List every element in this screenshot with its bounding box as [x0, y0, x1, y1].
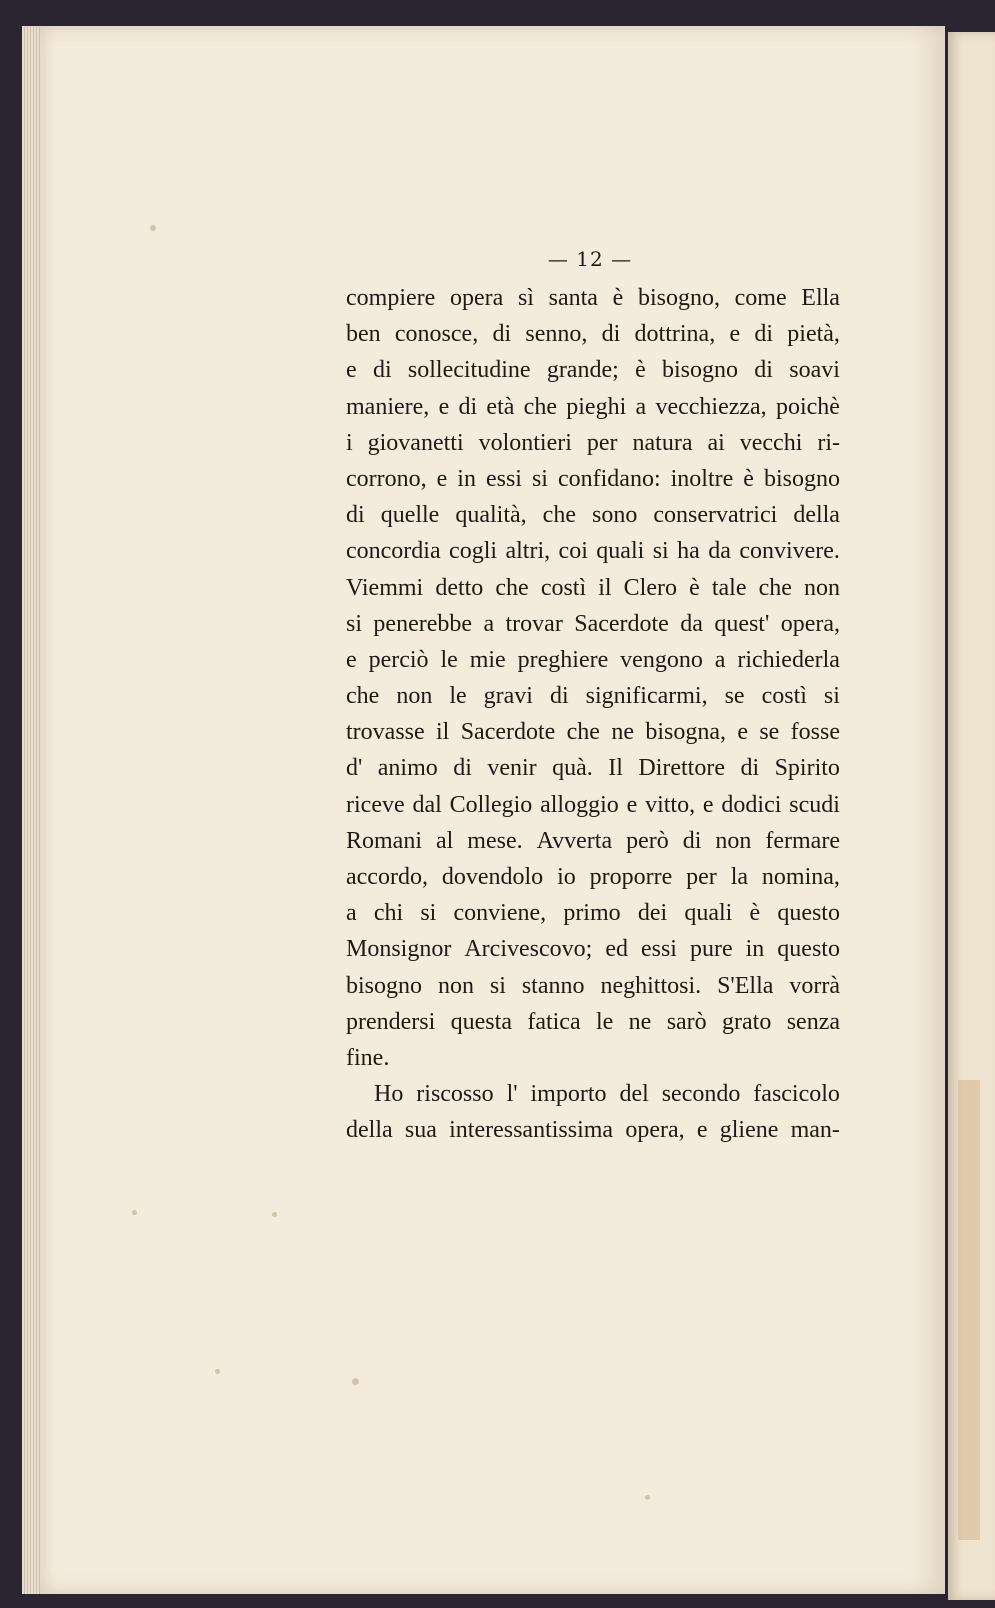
text-line — [346, 497, 840, 533]
word: di — [754, 321, 774, 348]
word: se — [724, 683, 745, 710]
word: man- — [790, 1117, 840, 1144]
word: e — [346, 646, 357, 673]
word: di — [458, 393, 478, 420]
word: Ella — [801, 285, 840, 311]
word: questo — [777, 900, 840, 927]
word: sollecitudine — [407, 357, 531, 384]
word: fatica — [527, 1008, 581, 1035]
word: è — [743, 465, 754, 492]
word: a — [346, 900, 357, 927]
word: in — [457, 465, 476, 492]
word: mie — [469, 646, 506, 673]
word: che — [758, 574, 792, 601]
word: Clero — [623, 574, 677, 601]
word: S'Ella — [717, 972, 774, 999]
word: dottrina, — [634, 321, 716, 348]
word: a — [635, 393, 647, 420]
word: di — [682, 827, 702, 854]
word: Ho — [374, 1081, 404, 1108]
page-number: — 12 — — [547, 247, 633, 271]
word: soavi — [789, 357, 840, 384]
word: la — [730, 864, 749, 890]
text-line — [346, 968, 840, 1004]
word: quali — [596, 538, 645, 565]
word: si — [346, 610, 363, 637]
word: è — [749, 900, 761, 927]
word: sì — [517, 285, 534, 311]
word: Collegio — [449, 791, 533, 818]
word: e — [729, 321, 741, 348]
word: opera, — [625, 1117, 685, 1144]
word: e — [438, 393, 450, 420]
word: nomina, — [761, 864, 840, 890]
text-line — [346, 425, 840, 461]
word: si — [489, 972, 506, 999]
word: quelle — [380, 502, 440, 529]
word: per — [686, 864, 717, 890]
paper-foxing-spot — [645, 1495, 650, 1500]
word: grato — [722, 1008, 772, 1035]
word: Direttore — [638, 755, 725, 782]
word: Avverta — [536, 827, 613, 854]
word: costì — [761, 683, 807, 710]
word: ed — [605, 936, 628, 963]
word: che — [346, 683, 380, 710]
word: corrono, — [346, 465, 427, 492]
paper-foxing-spot — [150, 225, 156, 231]
word: scudi — [789, 791, 840, 818]
word: e — [626, 791, 638, 818]
word: fascicolo — [753, 1081, 840, 1108]
word: di — [740, 755, 760, 782]
text-line — [346, 678, 840, 714]
text-line — [346, 750, 840, 786]
word: vitto, — [645, 791, 696, 818]
word: dodici — [721, 791, 782, 818]
word: chi — [373, 900, 404, 927]
word: proporre — [589, 864, 673, 890]
word: ai — [707, 429, 725, 456]
word: santa — [548, 285, 598, 311]
text-line — [346, 606, 840, 642]
word: io — [557, 864, 576, 890]
word: gliene — [719, 1117, 779, 1144]
word: preghiere — [517, 646, 609, 673]
word: che — [542, 502, 576, 529]
word: il — [598, 574, 612, 601]
word: al — [435, 827, 454, 854]
word: coi — [558, 538, 588, 565]
word: e — [702, 791, 714, 818]
text-line — [346, 316, 840, 352]
word: è — [612, 285, 624, 311]
text-line — [346, 787, 840, 823]
word: come — [734, 285, 787, 311]
word: riscosso — [416, 1081, 494, 1108]
text-line — [346, 280, 840, 316]
word: dovendolo — [441, 864, 544, 890]
word: accordo, — [346, 864, 428, 890]
text-line — [346, 642, 840, 678]
word: confidano: — [557, 465, 661, 492]
word: mese. — [467, 827, 523, 854]
word: gravi — [483, 683, 533, 710]
text-line — [346, 570, 840, 606]
word: non — [437, 972, 474, 999]
word: opera — [449, 285, 504, 311]
word: senno, — [525, 321, 588, 348]
word: fermare — [765, 827, 840, 854]
word: ne — [628, 1008, 652, 1035]
word: questo — [777, 936, 840, 963]
word: dei — [637, 900, 668, 927]
word: costì — [540, 574, 587, 601]
word: bisogno — [346, 972, 423, 999]
word: vecchi — [739, 429, 803, 456]
word: essi — [485, 465, 522, 492]
word: bisogna, — [645, 719, 726, 746]
text-line — [346, 1040, 840, 1076]
word: d' — [346, 755, 363, 782]
word: perciò — [368, 646, 429, 673]
word: del — [619, 1081, 649, 1108]
text-line — [346, 931, 840, 967]
word: secondo — [661, 1081, 741, 1108]
word: pieghi — [566, 393, 627, 420]
word: volontieri — [478, 429, 572, 456]
text-line — [346, 461, 840, 497]
text-line-content: fine. — [346, 1044, 390, 1071]
word: grande; — [546, 357, 619, 384]
word: età — [486, 393, 515, 420]
word: non — [715, 827, 752, 854]
word: ne — [611, 719, 634, 746]
word: ri- — [817, 429, 840, 456]
word: vecchiezza, — [655, 393, 767, 420]
word: il — [436, 719, 450, 746]
word: che — [523, 393, 557, 420]
word: sua — [404, 1117, 437, 1144]
text-line — [346, 859, 840, 895]
word: qualità, — [455, 502, 527, 529]
word: conosce, — [394, 321, 479, 348]
word: dal — [412, 791, 442, 818]
word: di — [453, 755, 472, 782]
paper-foxing-spot — [132, 1210, 137, 1215]
word: interessantissima — [449, 1117, 614, 1144]
word: prendersi — [346, 1008, 436, 1035]
word: trovar — [505, 610, 563, 637]
word: a — [483, 610, 495, 637]
body-text — [346, 280, 840, 1149]
word: si — [652, 538, 669, 565]
word: alloggio — [540, 791, 619, 818]
word: e — [696, 1117, 708, 1144]
word: convivere. — [739, 538, 840, 565]
word: conviene, — [453, 900, 547, 927]
word: si — [531, 465, 548, 492]
word: vengono — [620, 646, 703, 673]
word: per — [586, 429, 618, 456]
text-line — [346, 823, 840, 859]
word: l' — [506, 1081, 518, 1108]
word: richiederla — [737, 646, 840, 673]
adjacent-page-stain — [958, 1080, 980, 1540]
word: Sacerdote — [460, 719, 556, 746]
word: quali — [684, 900, 733, 927]
text-line — [346, 533, 840, 569]
text-line — [346, 1112, 840, 1148]
text-line — [346, 714, 840, 750]
word: si — [823, 683, 840, 710]
word: detto — [435, 574, 484, 601]
word: Monsignor — [346, 936, 452, 963]
word: importo — [530, 1081, 607, 1108]
word: di — [754, 357, 773, 384]
word: Il — [608, 755, 623, 782]
word: non — [396, 683, 433, 710]
word: pietà, — [787, 321, 840, 348]
word: ben — [346, 321, 381, 348]
word: della — [346, 1117, 393, 1144]
word: però — [626, 827, 669, 854]
word: maniere, — [346, 393, 430, 420]
text-line — [346, 389, 840, 425]
word: penerebbe — [373, 610, 473, 637]
word: è — [635, 357, 646, 384]
word: a — [714, 646, 726, 673]
paper-foxing-spot — [215, 1369, 220, 1374]
word: quà. — [552, 755, 593, 782]
word: e — [436, 465, 448, 492]
word: si — [420, 900, 437, 927]
word: della — [793, 502, 840, 529]
word: bisogno, — [637, 285, 720, 311]
word: ha — [677, 538, 700, 565]
word: poichè — [775, 393, 840, 420]
word: natura — [632, 429, 693, 456]
word: di — [549, 683, 569, 710]
word: questa — [450, 1008, 512, 1035]
word: senza — [786, 1008, 840, 1035]
word: di — [346, 502, 365, 529]
word: animo — [377, 755, 438, 782]
word: venir — [487, 755, 537, 782]
word: pure — [689, 936, 733, 963]
word: significarmi, — [585, 683, 708, 710]
word: di — [492, 321, 512, 348]
word: bisogno — [662, 357, 739, 384]
word: sono — [592, 502, 638, 529]
word: i — [346, 429, 353, 456]
word: e — [346, 357, 357, 384]
paper-foxing-spot — [352, 1378, 359, 1385]
word: concordia — [346, 538, 441, 565]
text-line — [346, 352, 840, 388]
paper-foxing-spot — [272, 1212, 277, 1217]
word: fosse — [790, 719, 840, 746]
word: inoltre — [670, 465, 734, 492]
word: vorrà — [789, 972, 840, 999]
text-line — [346, 1004, 840, 1040]
word: che — [566, 719, 600, 746]
word: tale — [711, 574, 747, 601]
word: in — [745, 936, 765, 963]
word: Spirito — [774, 755, 840, 782]
word: riceve — [346, 791, 405, 818]
word: conservatrici — [653, 502, 778, 529]
word: che — [495, 574, 529, 601]
word: di — [372, 357, 392, 384]
word: giovanetti — [367, 429, 464, 456]
word: da — [708, 538, 731, 565]
word: le — [449, 683, 467, 710]
word: quest' — [714, 610, 770, 637]
word: Sacerdote — [574, 610, 669, 637]
word: se — [759, 719, 780, 746]
word: neghittosi. — [600, 972, 702, 999]
word: cogli — [449, 538, 498, 565]
word: Romani — [346, 827, 422, 854]
word: trovasse — [346, 719, 425, 746]
word: le — [595, 1008, 614, 1035]
word: non — [803, 574, 840, 601]
word: altri, — [505, 538, 551, 565]
word: e — [737, 719, 748, 746]
word: bisogno — [763, 465, 840, 492]
word: opera, — [780, 610, 840, 637]
word: compiere — [346, 285, 436, 311]
word: stanno — [521, 972, 585, 999]
word: di — [601, 321, 621, 348]
text-line — [346, 1076, 840, 1112]
word: da — [680, 610, 703, 637]
text-line — [346, 895, 840, 931]
word: Arcivescovo; — [464, 936, 593, 963]
word: è — [689, 574, 700, 601]
word: primo — [563, 900, 621, 927]
word: sarò — [666, 1008, 707, 1035]
word: le — [440, 646, 458, 673]
word: essi — [640, 936, 677, 963]
word: Viemmi — [346, 574, 424, 601]
